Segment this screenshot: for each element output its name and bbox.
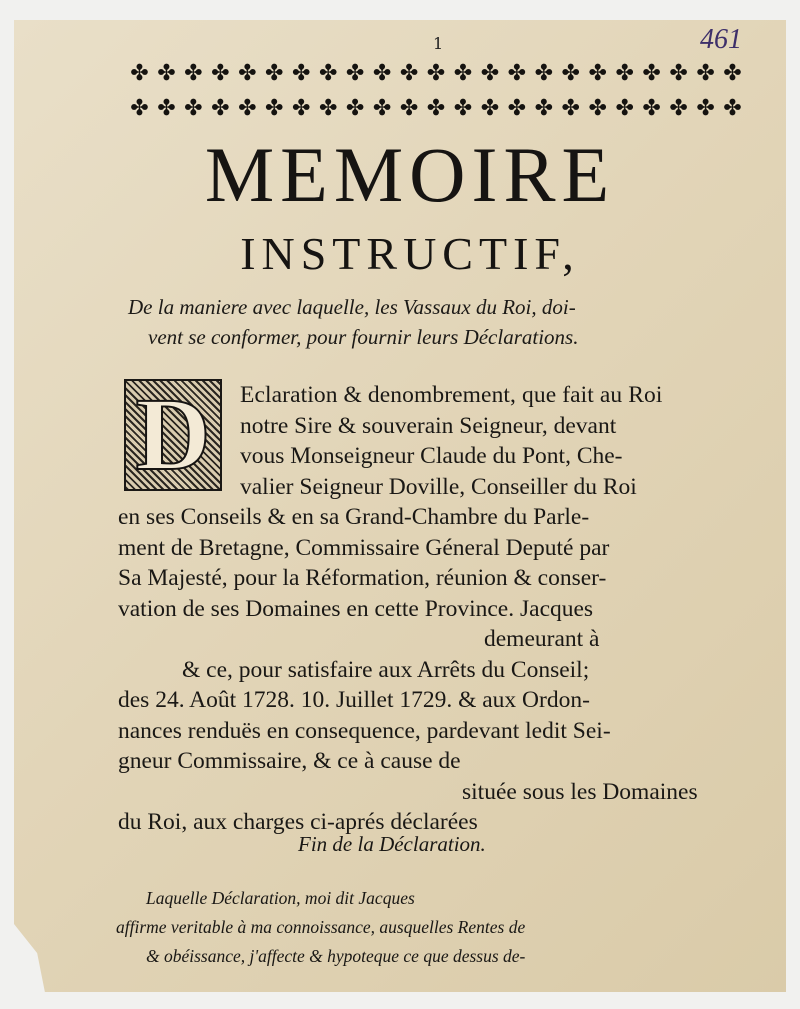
fleuron-ornament-icon: ✤ — [696, 61, 715, 86]
declaration-line: vation de ses Domaines en cette Province. Jacques — [118, 595, 594, 622]
page-title: MEMOIRE — [204, 131, 616, 218]
intro-line: vent se conformer, pour fournir leurs Déclarations. — [148, 325, 579, 349]
declaration-line: gneur Commissaire, & ce à cause de — [118, 748, 461, 774]
fleuron-ornament-icon: ✤ — [345, 61, 365, 86]
fleuron-ornament-icon: ✤ — [723, 61, 742, 86]
drop-cap-letter: D — [135, 377, 211, 492]
declaration-line: notre Sire & souverain Seigneur, devant — [240, 412, 617, 439]
fleuron-ornament-icon: ✤ — [453, 61, 473, 86]
fleuron-ornament-icon: ✤ — [238, 61, 257, 86]
fleuron-ornament-icon: ✤ — [372, 61, 392, 86]
declaration-line: & ce, pour satisfaire aux Arrêts du Conseil; — [182, 656, 590, 683]
fleuron-ornament-icon: ✤ — [480, 61, 500, 86]
fleuron-ornament-icon: ✤ — [534, 61, 554, 86]
fleuron-ornament-icon: ✤ — [130, 96, 149, 121]
fleuron-ornament-icon: ✤ — [588, 61, 607, 86]
intro-line: De la maniere avec laquelle, les Vassaux du Roi, doi- — [128, 295, 576, 319]
fleuron-ornament-icon: ✤ — [184, 96, 203, 121]
fleuron-ornament-icon: ✤ — [507, 96, 527, 121]
fleuron-ornament-icon: ✤ — [426, 61, 446, 86]
fleuron-ornament-icon: ✤ — [696, 96, 715, 121]
fleuron-ornament-icon: ✤ — [723, 96, 742, 121]
fleuron-ornament-icon: ✤ — [399, 61, 419, 86]
page-number: 1 — [433, 34, 444, 53]
fleuron-ornament-icon: ✤ — [211, 61, 230, 86]
fleuron-ornament-icon: ✤ — [265, 96, 284, 121]
ornament-band — [126, 58, 746, 126]
fleuron-ornament-icon: ✤ — [534, 96, 554, 121]
declaration-line: en ses Conseils & en sa Grand-Chambre du Parle- — [118, 504, 590, 530]
handwritten-folio-number: 461 — [700, 24, 742, 55]
page-subtitle: INSTRUCTIF, — [240, 228, 580, 279]
fleuron-ornament-icon: ✤ — [318, 96, 338, 121]
fleuron-ornament-icon: ✤ — [507, 61, 527, 86]
fleuron-ornament-icon: ✤ — [211, 96, 230, 121]
declaration-line: Eclaration & denombrement, que fait au Roi — [240, 382, 663, 408]
fleuron-ornament-icon: ✤ — [561, 61, 580, 86]
fleuron-ornament-icon: ✤ — [157, 96, 176, 121]
end-of-declaration: Fin de la Déclaration. — [298, 832, 486, 856]
closing-line: affirme veritable à ma connoissance, ausquelles Rentes de — [116, 917, 526, 937]
intro-paragraph — [112, 292, 772, 352]
fleuron-ornament-icon: ✤ — [588, 96, 607, 121]
fleuron-ornament-icon: ✤ — [669, 96, 688, 121]
declaration-line: ment de Bretagne, Commissaire Géneral Deputé par — [118, 534, 610, 561]
declaration-line: située sous les Domaines — [462, 778, 698, 805]
fleuron-ornament-icon: ✤ — [130, 61, 149, 86]
fleuron-ornament-icon: ✤ — [291, 96, 311, 121]
fleuron-ornament-icon: ✤ — [399, 96, 419, 121]
fleuron-ornament-icon: ✤ — [453, 96, 473, 121]
fleuron-ornament-icon: ✤ — [291, 61, 311, 86]
fleuron-ornament-icon: ✤ — [265, 61, 284, 86]
fleuron-ornament-icon: ✤ — [238, 96, 257, 121]
fleuron-ornament-icon: ✤ — [669, 61, 688, 86]
fleuron-ornament-icon: ✤ — [615, 61, 634, 86]
fleuron-ornament-icon: ✤ — [561, 96, 580, 121]
declaration-line: du Roi, aux charges ci-aprés déclarées — [118, 809, 478, 835]
declaration-paragraph — [118, 377, 778, 838]
fleuron-ornament-icon: ✤ — [372, 96, 392, 121]
declaration-line: valier Seigneur Doville, Conseiller du Roi — [240, 473, 637, 500]
fleuron-ornament-icon: ✤ — [642, 61, 661, 86]
declaration-line: demeurant à — [484, 626, 600, 652]
fleuron-ornament-icon: ✤ — [615, 96, 634, 121]
declaration-line: Sa Majesté, pour la Réformation, réunion & conser- — [118, 565, 607, 591]
closing-line: & obéissance, j'affecte & hypoteque ce que dessus de- — [146, 946, 526, 966]
fleuron-ornament-icon: ✤ — [184, 61, 203, 86]
fleuron-ornament-icon: ✤ — [642, 96, 661, 121]
declaration-line: vous Monseigneur Claude du Pont, Che- — [240, 443, 623, 469]
closing-line: Laquelle Déclaration, moi dit Jacques — [146, 888, 415, 908]
declaration-line: des 24. Août 1728. 10. Juillet 1729. & aux Ordon- — [118, 687, 590, 713]
declaration-line: nances renduës en consequence, pardevant ledit Sei- — [118, 717, 611, 744]
fleuron-ornament-icon: ✤ — [426, 96, 446, 121]
closing-paragraph — [116, 884, 766, 971]
fleuron-ornament-icon: ✤ — [480, 96, 500, 121]
fleuron-ornament-icon: ✤ — [345, 96, 365, 121]
fleuron-ornament-icon: ✤ — [318, 61, 338, 86]
fleuron-ornament-icon: ✤ — [157, 61, 176, 86]
